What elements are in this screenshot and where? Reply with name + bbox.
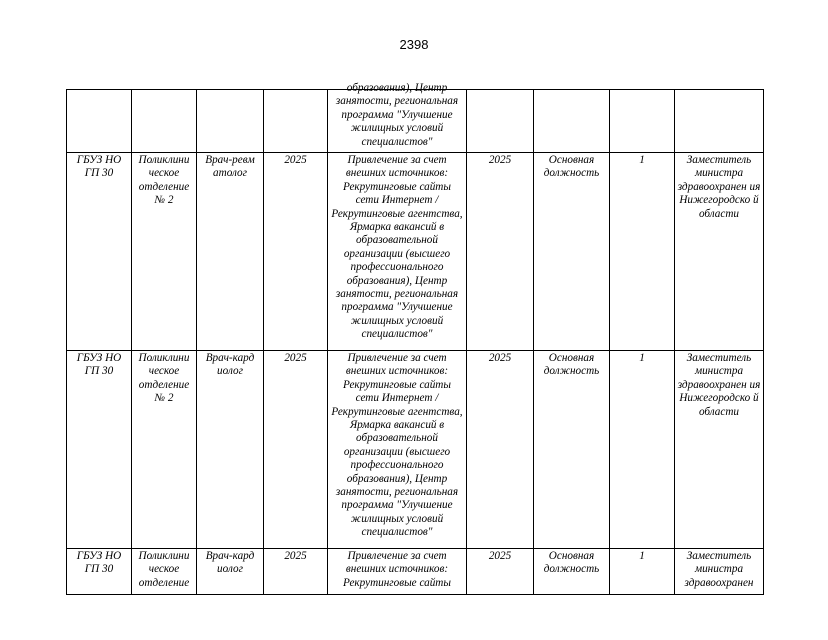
responsible-cell: Заместитель министра здравоохранен ия Нижегородско й области bbox=[675, 153, 764, 351]
department-cell: Поликлини ческое отделение № 2 bbox=[132, 153, 197, 351]
page-number: 2398 bbox=[399, 37, 429, 52]
count-cell: 1 bbox=[610, 549, 675, 595]
staffing-table bbox=[66, 82, 764, 595]
measures-cell: Привлечение за счет внешних источников: Рекрутинговые сайты сети Интернет / Рекрутинговые агентства, Ярмарка вакансий в образовательной организации (высшего профессионального образования), Центр занятости, региональная программа "Улучшение жилищных условий специалистов" bbox=[328, 351, 467, 549]
table-row-continuation bbox=[67, 90, 764, 153]
post-type-cell: Основная должность bbox=[534, 153, 610, 351]
year-cell: 2025 bbox=[264, 351, 328, 549]
table-row bbox=[67, 549, 764, 595]
position-cell: Врач-ревм атолог bbox=[197, 153, 264, 351]
year-cell: 2025 bbox=[264, 549, 328, 595]
measures-cell: Привлечение за счет внешних источников: Рекрутинговые сайты сети Интернет / Рекрутинговые агентства, Ярмарка вакансий в образовательной организации (высшего профессионального образования), Центр занятости, региональная программа "Улучшение жилищных условий специалистов" bbox=[328, 153, 467, 351]
target-year-cell: 2025 bbox=[467, 351, 534, 549]
institution-cell: ГБУЗ НО ГП 30 bbox=[67, 351, 132, 549]
position-cell: Врач-кард иолог bbox=[197, 549, 264, 595]
position-cell: Врач-кард иолог bbox=[197, 351, 264, 549]
count-cell: 1 bbox=[610, 153, 675, 351]
responsible-cell: Заместитель министра здравоохранен ия Нижегородско й области bbox=[675, 351, 764, 549]
measures-cell: Привлечение за счет внешних источников: Рекрутинговые сайты bbox=[328, 549, 467, 595]
department-cell: Поликлини ческое отделение № 2 bbox=[132, 351, 197, 549]
target-year-cell: 2025 bbox=[467, 549, 534, 595]
post-type-cell: Основная должность bbox=[534, 351, 610, 549]
institution-cell: ГБУЗ НО ГП 30 bbox=[67, 549, 132, 595]
department-cell: Поликлини ческое отделение bbox=[132, 549, 197, 595]
count-cell: 1 bbox=[610, 351, 675, 549]
year-cell: 2025 bbox=[264, 153, 328, 351]
table-row bbox=[67, 153, 764, 351]
table-row bbox=[67, 351, 764, 549]
responsible-cell: Заместитель министра здравоохранен bbox=[675, 549, 764, 595]
target-year-cell: 2025 bbox=[467, 153, 534, 351]
measures-cell: образования), Центр занятости, региональная программа "Улучшение жилищных условий специалистов" bbox=[328, 90, 467, 153]
institution-cell: ГБУЗ НО ГП 30 bbox=[67, 153, 132, 351]
post-type-cell: Основная должность bbox=[534, 549, 610, 595]
